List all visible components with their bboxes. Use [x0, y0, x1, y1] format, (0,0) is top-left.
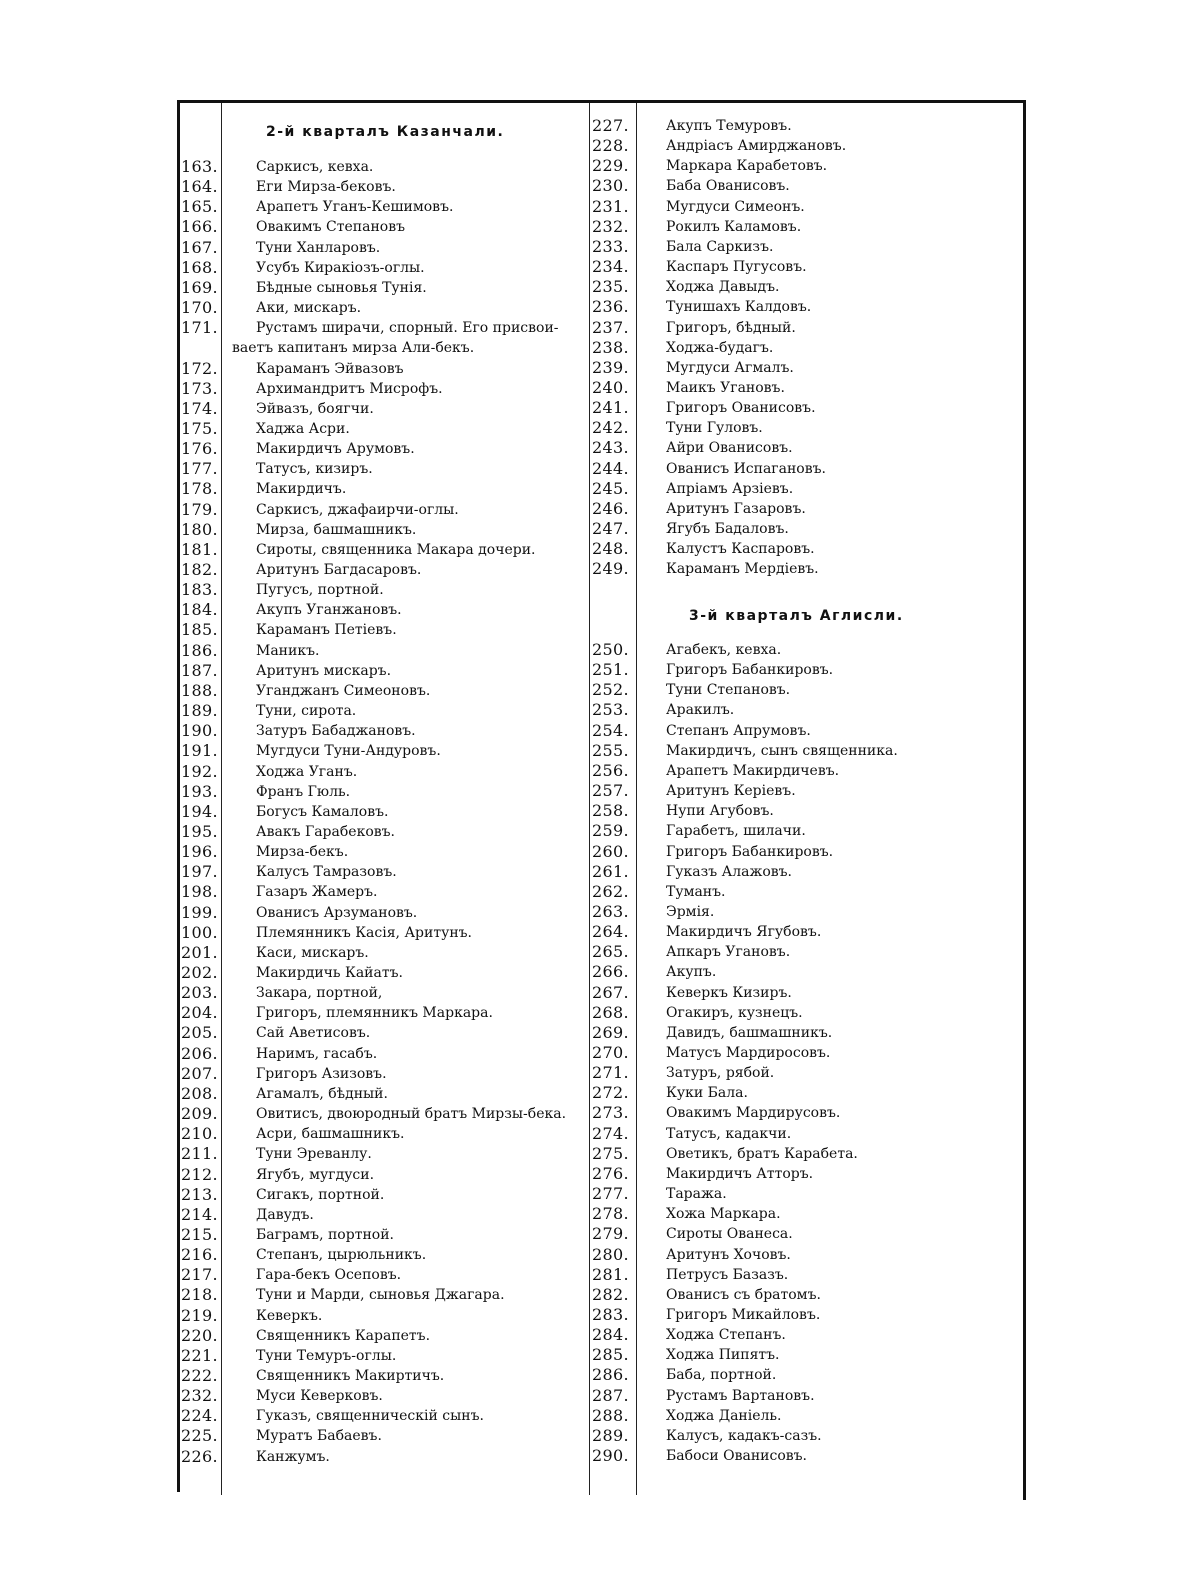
entry-name: Макирдичъ Арумовъ.	[256, 441, 415, 458]
entry-number: 232.	[181, 1386, 218, 1406]
entry-number: 219.	[181, 1305, 218, 1325]
entry-number: 184.	[181, 600, 218, 620]
entry-name: Мугдуси Агмалъ.	[666, 359, 794, 376]
entry-number: 179.	[181, 499, 218, 519]
entry-number: 286.	[592, 1365, 629, 1385]
entry-number: 261.	[592, 861, 629, 881]
entry-name: Рустамъ ширачи, спорный. Его присвои-	[256, 320, 559, 337]
entry-number: 196.	[181, 842, 218, 862]
entry-number: 289.	[592, 1425, 629, 1445]
entry-number: 168.	[181, 257, 218, 277]
entry-name: Аракилъ.	[666, 702, 735, 719]
entry-number: 275.	[592, 1143, 629, 1163]
entry-name: Франъ Гюль.	[256, 783, 351, 800]
entry-number: 187.	[181, 660, 218, 680]
entry-number: 207.	[181, 1063, 218, 1083]
entry-number: 192.	[181, 761, 218, 781]
entry-name: Хожа Маркара.	[666, 1206, 781, 1223]
entry-number: 177.	[181, 459, 218, 479]
entry-name: Гара-бекъ Осеповъ.	[256, 1267, 402, 1284]
entry-name: Караманъ Эйвазовъ	[256, 360, 404, 377]
entry-number: 271.	[592, 1063, 629, 1083]
entry-number: 221.	[181, 1345, 218, 1365]
entry-number: 211.	[181, 1144, 218, 1164]
entry-number: 229.	[592, 156, 629, 176]
entry-name: Муратъ Бабаевъ.	[256, 1428, 382, 1445]
entry-name: Акупъ Темуровъ.	[666, 118, 792, 134]
entry-number: 236.	[592, 297, 629, 317]
entry-name: Сироты, священника Макара дочери.	[256, 541, 536, 558]
entry-name: Туни Ханларовъ.	[256, 239, 381, 256]
entry-number: 181.	[181, 539, 218, 559]
entry-name: Кеверкъ Кизиръ.	[666, 984, 792, 1001]
entry-number: 178.	[181, 479, 218, 499]
entry-number: 264.	[592, 922, 629, 942]
entry-number: 176.	[181, 439, 218, 459]
entry-number: 180.	[181, 519, 218, 539]
entry-number: 205.	[181, 1023, 218, 1043]
entry-number: 173.	[181, 378, 218, 398]
entry-name: Григоръ, племянникъ Маркара.	[256, 1005, 493, 1022]
entry-number: 248.	[592, 539, 629, 559]
entry-number: 231.	[592, 196, 629, 216]
entry-name: Эрмія.	[666, 903, 715, 920]
entry-number: 212.	[181, 1164, 218, 1184]
entry-name: Бала Саркизъ.	[666, 238, 774, 255]
entry-name: Караманъ Мердіевъ.	[666, 561, 819, 578]
entry-number: 220.	[181, 1325, 218, 1345]
entry-name: Огакиръ, кузнецъ.	[666, 1004, 803, 1021]
entry-name: Григоръ Микайловъ.	[666, 1306, 821, 1323]
entry-name: Ходжа Пипятъ.	[666, 1347, 780, 1364]
entry-name: Гуказъ, священническій сынъ.	[256, 1408, 484, 1425]
entry-name: Бабоси Ованисовъ.	[666, 1448, 807, 1464]
entry-number: 201.	[181, 942, 218, 962]
entry-number: 226.	[181, 1446, 218, 1466]
entry-number: 242.	[592, 418, 629, 438]
entry-name: Айри Ованисовъ.	[666, 440, 793, 457]
entry-name: Ходжа Даніель.	[666, 1407, 782, 1424]
entry-name: Арапетъ Макирдичевъ.	[666, 762, 840, 779]
entry-name: Маикъ Угановъ.	[666, 379, 785, 396]
entry-name: Давудъ.	[256, 1206, 314, 1223]
entry-name: Каси, мискаръ.	[256, 944, 369, 961]
entry-name: Баграмъ, портной.	[256, 1226, 394, 1243]
entry-name: Степанъ, цырюльникъ.	[256, 1247, 427, 1264]
entry-number: 222.	[181, 1366, 218, 1385]
entry-name: Овакимъ Степановъ	[256, 219, 406, 236]
entry-name: Апкаръ Угановъ.	[666, 944, 791, 961]
entry-number: 278.	[592, 1204, 629, 1224]
entry-name: Нупи Агубовъ.	[666, 803, 774, 820]
entry-name: Татусъ, кизиръ.	[256, 461, 373, 478]
entry-name: Мирза-бекъ.	[256, 844, 349, 861]
entry-number: 287.	[592, 1385, 629, 1405]
entry-number: 190.	[181, 721, 218, 741]
entry-number: 224.	[181, 1406, 218, 1426]
entry-number: 265.	[592, 942, 629, 962]
entry-name: Ованисъ съ братомъ.	[666, 1286, 821, 1303]
right-number-divider	[636, 103, 637, 1495]
entry-number: 290.	[592, 1446, 629, 1465]
entry-name: Наримъ, гасабъ.	[256, 1045, 378, 1062]
entry-name: Авакъ Гарабековъ.	[256, 823, 395, 840]
entry-name: Туни Темуръ-оглы.	[256, 1347, 397, 1364]
entry-number: 209.	[181, 1104, 218, 1124]
entry-number: 208.	[181, 1083, 218, 1103]
entry-name: Туни Степановъ.	[666, 682, 791, 699]
entry-number: 174.	[181, 398, 218, 418]
entry-name: Овакимъ Мардирусовъ.	[666, 1105, 841, 1122]
entry-name: Пугусъ, портной.	[256, 582, 384, 599]
right-section-heading: 3-й кварталъ Аглисли.	[689, 608, 904, 624]
entry-number: 230.	[592, 176, 629, 196]
entry-number: 213.	[181, 1184, 218, 1204]
entry-name: Татусъ, кадакчи.	[666, 1125, 792, 1142]
entry-number: 203.	[181, 983, 218, 1003]
entry-number: 239.	[592, 357, 629, 377]
entry-name: Куки Бала.	[666, 1085, 748, 1102]
entry-number: 270.	[592, 1043, 629, 1062]
entry-number: 217.	[181, 1265, 218, 1285]
entry-number: 171.	[181, 318, 218, 338]
entry-name: Священникъ Макиртичъ.	[256, 1368, 445, 1384]
entry-number: 238.	[592, 337, 629, 357]
entry-number: 281.	[592, 1264, 629, 1284]
entry-name: Асри, башмашникъ.	[256, 1126, 405, 1143]
entry-number: 233.	[592, 236, 629, 256]
entry-number: 253.	[592, 700, 629, 720]
entry-name: Гуказъ Алажовъ.	[666, 863, 792, 880]
entry-name: Архимандритъ Мисрофъ.	[256, 380, 443, 397]
table-left-border	[177, 100, 180, 1492]
entry-number: 269.	[592, 1022, 629, 1042]
entry-name: Таража.	[666, 1186, 727, 1203]
entry-number: 284.	[592, 1325, 629, 1345]
entry-number: 285.	[592, 1345, 629, 1365]
entry-number: 215.	[181, 1224, 218, 1244]
entry-name: Туни и Марди, сыновья Джагара.	[256, 1287, 505, 1304]
entry-name: Караманъ Петіевъ.	[256, 622, 397, 639]
entry-name: Калустъ Каспаровъ.	[666, 541, 815, 558]
entry-number: 225.	[181, 1426, 218, 1446]
entry-number: 280.	[592, 1244, 629, 1264]
entry-name: Макирдичъ Ягубовъ.	[666, 924, 822, 941]
entry-name: Матусъ Мардиросовъ.	[666, 1045, 831, 1061]
entry-name: Макирдичъ.	[256, 481, 347, 498]
entry-number: 194.	[181, 801, 218, 821]
entry-name: Макирдичъ Атторъ.	[666, 1165, 814, 1182]
entry-name: Григоръ Ованисовъ.	[666, 400, 816, 417]
entry-number: 164.	[181, 177, 218, 197]
entry-number: 282.	[592, 1284, 629, 1304]
entry-name: Маркара Карабетовъ.	[666, 158, 828, 175]
entry-name: Племянникъ Касія, Аритунъ.	[256, 924, 473, 941]
entry-name: Акупъ.	[666, 964, 717, 981]
entry-name: Еги Мирза-бековъ.	[256, 179, 396, 196]
entry-number: 246.	[592, 498, 629, 518]
entry-name: Калусъ, кадакъ-сазъ.	[666, 1427, 822, 1444]
entry-name: Туманъ.	[666, 883, 726, 900]
entry-number: 202.	[181, 963, 218, 982]
entry-name: Хаджа Асри.	[256, 420, 350, 437]
entry-number: 188.	[181, 680, 218, 700]
entry-name: Арапетъ Уганъ-Кешимовъ.	[256, 199, 454, 216]
entry-name: Ованисъ Арзумановъ.	[256, 904, 418, 921]
entry-name: Григоръ Азизовъ.	[256, 1065, 387, 1082]
entry-name: Священникъ Карапетъ.	[256, 1327, 431, 1344]
entry-number: 288.	[592, 1405, 629, 1425]
entry-number: 186.	[181, 640, 218, 660]
entry-number: 279.	[592, 1224, 629, 1244]
entry-number: 166.	[181, 217, 218, 237]
entry-number: 198.	[181, 882, 218, 902]
entry-number: 254.	[592, 720, 629, 740]
entry-number: 235.	[592, 277, 629, 297]
entry-name: Муси Кеверковъ.	[256, 1388, 383, 1405]
entry-name: Мирза, башмашникъ.	[256, 521, 417, 538]
entry-name: Петрусъ Базазъ.	[666, 1266, 789, 1283]
entry-name: Ходжа Уганъ.	[256, 763, 358, 780]
entry-name: Баба, портной.	[666, 1367, 777, 1384]
left-section-heading: 2-й кварталъ Казанчали.	[266, 124, 505, 140]
entry-number: 167.	[181, 237, 218, 257]
entry-name: ваетъ капитанъ мирза Али-бекъ.	[232, 340, 475, 357]
entry-name: Ягубъ, мугдуси.	[256, 1166, 375, 1183]
entry-name: Саркисъ, кевха.	[256, 159, 374, 175]
entry-name: Агабекъ, кевха.	[666, 642, 782, 658]
entry-number: 100.	[181, 922, 218, 942]
entry-number: 274.	[592, 1123, 629, 1143]
entry-name: Туни Гуловъ.	[666, 420, 763, 437]
entry-number: 251.	[592, 660, 629, 680]
entry-number: 258.	[592, 801, 629, 821]
entry-number: 163.	[181, 157, 218, 176]
entry-name: Аритунъ Хочовъ.	[666, 1246, 791, 1263]
entry-name: Оветикъ, братъ Карабета.	[666, 1145, 858, 1162]
entry-name: Аритунъ Газаровъ.	[666, 500, 806, 517]
entry-name: Ходжа Давыдъ.	[666, 279, 780, 296]
entry-name: Сигакъ, портной.	[256, 1186, 385, 1203]
entry-name: Тунишахъ Калдовъ.	[666, 299, 812, 316]
entry-name: Аритунъ Багдасаровъ.	[256, 562, 422, 578]
entry-name: Уганджанъ Симеоновъ.	[256, 682, 431, 699]
center-column-divider	[589, 103, 590, 1495]
entry-number: 266.	[592, 962, 629, 982]
entry-number: 170.	[181, 298, 218, 318]
entry-name: Сироты Ованеса.	[666, 1226, 793, 1243]
entry-name: Григоръ Бабанкировъ.	[666, 662, 834, 679]
entry-name: Бѣдные сыновья Тунія.	[256, 279, 427, 296]
entry-name: Усубъ Киракіозъ-оглы.	[256, 259, 425, 276]
entry-number: 260.	[592, 841, 629, 861]
entry-number: 247.	[592, 519, 629, 538]
entry-number: 262.	[592, 881, 629, 901]
entry-name: Газаръ Жамеръ.	[256, 884, 378, 901]
entry-name: Мугдуси Туни-Андуровъ.	[256, 743, 441, 760]
entry-number: 227.	[592, 116, 629, 135]
entry-name: Затуръ Бабаджановъ.	[256, 723, 416, 740]
entry-name: Сай Аветисовъ.	[256, 1025, 371, 1042]
entry-number: 276.	[592, 1163, 629, 1183]
entry-name: Апріамъ Арзіевъ.	[666, 480, 794, 497]
entry-name: Ходжа-будагъ.	[666, 339, 774, 356]
entry-number: 255.	[592, 740, 629, 760]
entry-number: 273.	[592, 1103, 629, 1123]
entry-name: Овитисъ, двоюродный братъ Мирзы-бека.	[256, 1106, 567, 1123]
entry-number: 256.	[592, 760, 629, 780]
entry-name: Эйвазъ, боягчи.	[256, 400, 374, 417]
entry-number: 268.	[592, 1002, 629, 1022]
entry-number: 218.	[181, 1285, 218, 1305]
table-right-border	[1023, 100, 1026, 1500]
entry-name: Макирдичь Кайатъ.	[256, 965, 403, 981]
entry-name: Рокилъ Каламовъ.	[666, 218, 802, 235]
entry-number: 199.	[181, 902, 218, 922]
entry-name: Акупъ Уганжановъ.	[256, 602, 402, 619]
entry-name: Агамалъ, бѣдный.	[256, 1085, 388, 1102]
entry-name: Мугдуси Симеонъ.	[666, 198, 805, 215]
entry-number: 240.	[592, 377, 629, 397]
entry-number: 210.	[181, 1124, 218, 1144]
entry-number: 263.	[592, 901, 629, 921]
entry-number: 272.	[592, 1083, 629, 1103]
entry-name: Аритунъ мискаръ.	[256, 662, 392, 679]
entry-name: Аритунъ Керіевъ.	[666, 783, 796, 800]
entry-name: Рустамъ Вартановъ.	[666, 1387, 815, 1404]
entry-number: 185.	[181, 620, 218, 640]
entry-name: Затуръ, рябой.	[666, 1065, 775, 1082]
entry-number: 169.	[181, 277, 218, 297]
entry-number: 228.	[592, 136, 629, 156]
entry-name: Калусъ Тамразовъ.	[256, 864, 397, 881]
entry-name: Богусъ Камаловъ.	[256, 803, 389, 820]
entry-number: 165.	[181, 197, 218, 217]
entry-number: 232.	[592, 216, 629, 236]
entry-number: 250.	[592, 640, 629, 659]
entry-name: Баба Ованисовъ.	[666, 178, 790, 195]
entry-number: 183.	[181, 580, 218, 600]
entry-number: 214.	[181, 1204, 218, 1224]
entry-number: 283.	[592, 1304, 629, 1324]
entry-name: Каспаръ Пугусовъ.	[666, 259, 807, 276]
entry-number: 234.	[592, 257, 629, 277]
entry-number: 257.	[592, 781, 629, 801]
entry-name: Григоръ Бабанкировъ.	[666, 843, 834, 860]
entry-name: Маникъ.	[256, 642, 320, 659]
entry-name: Ованисъ Испагановъ.	[666, 460, 826, 477]
entry-number: 243.	[592, 438, 629, 458]
entry-number: 197.	[181, 862, 218, 882]
entry-name: Аки, мискаръ.	[256, 300, 362, 317]
entry-number: 172.	[181, 358, 218, 378]
entry-number: 182.	[181, 560, 218, 579]
entry-number: 204.	[181, 1003, 218, 1023]
entry-number: 245.	[592, 478, 629, 498]
entry-number: 267.	[592, 982, 629, 1002]
entry-name: Закара, портной,	[256, 985, 383, 1002]
entry-name: Андріасъ Амирджановъ.	[666, 138, 847, 155]
entry-number: 244.	[592, 458, 629, 478]
entry-number: 249.	[592, 559, 629, 579]
entry-name: Ягубъ Бадаловъ.	[666, 521, 789, 537]
entry-number: 193.	[181, 781, 218, 801]
entry-name: Давидъ, башмашникъ.	[666, 1024, 833, 1041]
entry-number: 216.	[181, 1245, 218, 1265]
entry-name: Гарабетъ, шилачи.	[666, 823, 806, 840]
entry-number: 195.	[181, 821, 218, 841]
entry-number: 259.	[592, 821, 629, 841]
entry-number: 191.	[181, 741, 218, 761]
entry-number: 241.	[592, 398, 629, 418]
entry-name: Макирдичъ, сынъ священника.	[666, 742, 898, 759]
entry-number: 175.	[181, 418, 218, 438]
entry-number: 277.	[592, 1184, 629, 1204]
entry-name: Ходжа Степанъ.	[666, 1327, 786, 1344]
entry-name: Кеверкъ.	[256, 1307, 323, 1324]
entry-number: 237.	[592, 317, 629, 337]
table-top-border	[178, 100, 1026, 103]
entry-number: 206.	[181, 1043, 218, 1063]
entry-name: Канжумъ.	[256, 1448, 330, 1465]
entry-name: Саркисъ, джафаирчи-оглы.	[256, 501, 459, 518]
entry-name: Туни Эреванлу.	[256, 1146, 372, 1163]
entry-number: 252.	[592, 680, 629, 700]
entry-name: Степанъ Апрумовъ.	[666, 722, 811, 739]
entry-name: Григоръ, бѣдный.	[666, 319, 796, 336]
entry-number: 189.	[181, 701, 218, 721]
entry-name: Туни, сирота.	[256, 703, 357, 720]
